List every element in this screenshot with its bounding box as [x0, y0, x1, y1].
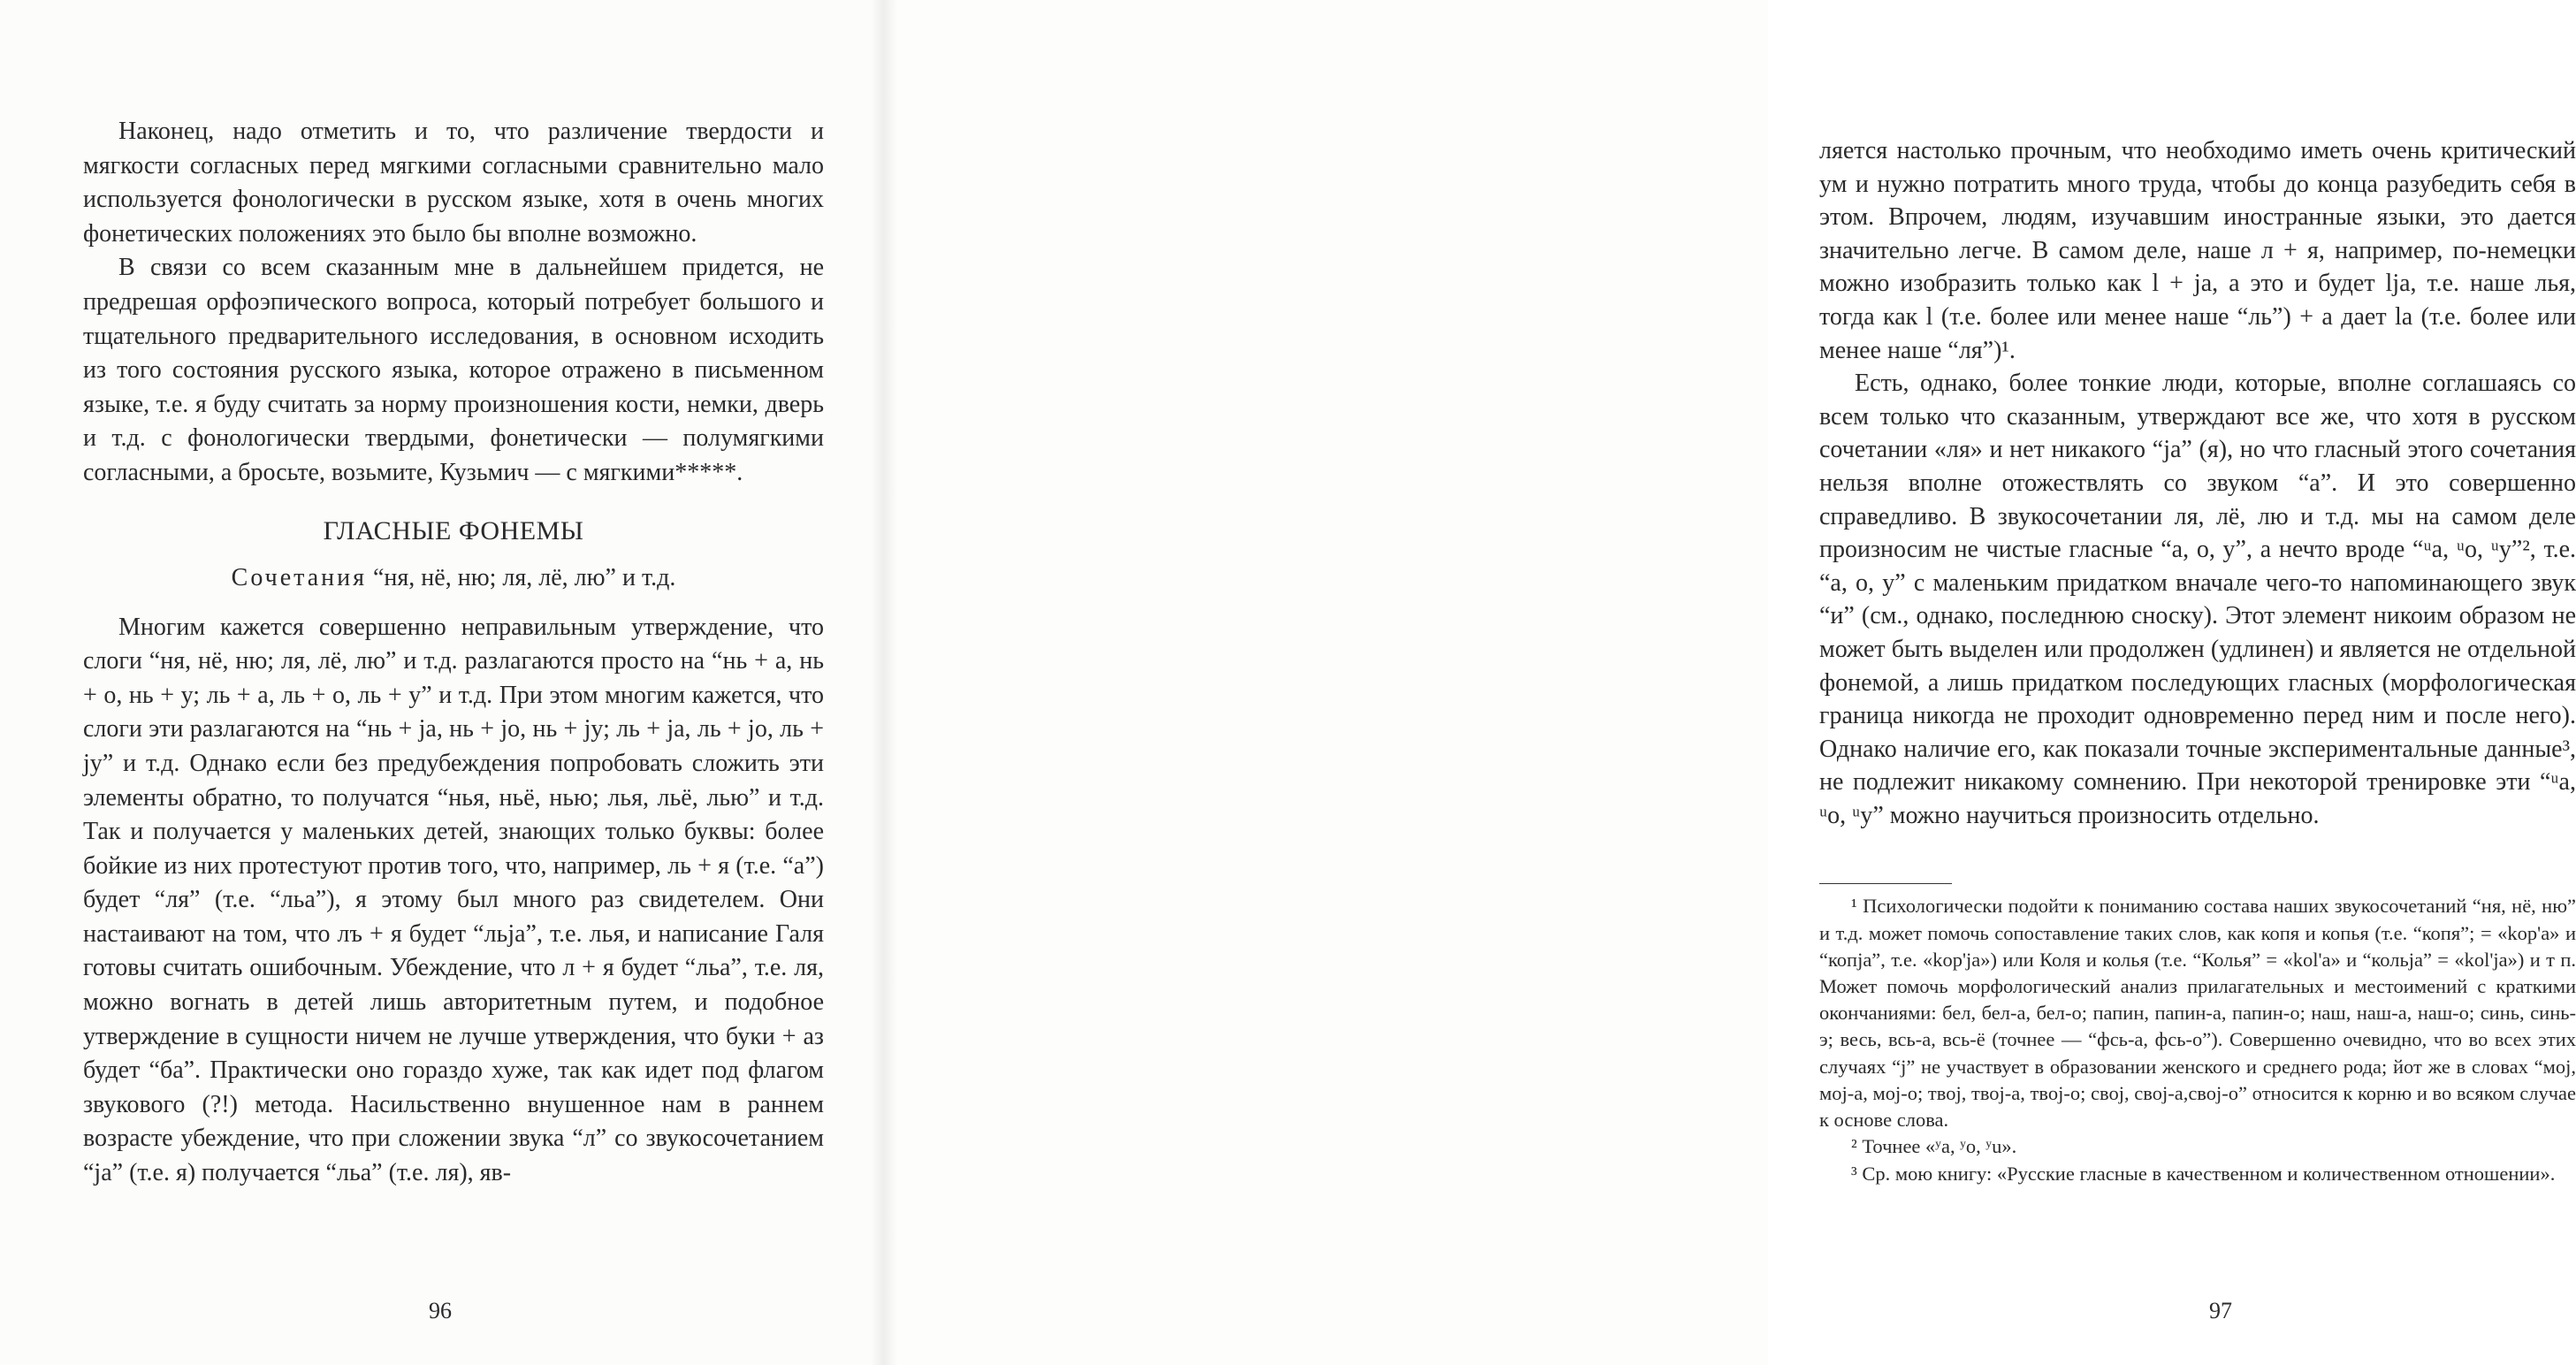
footnote-3: ³ Ср. мою книгу: «Русские гласные в качественном и количественном отношении».: [1851, 1162, 2556, 1185]
footnotes: [1819, 893, 2576, 1186]
book-gutter: [871, 0, 897, 1365]
section-subtitle: [83, 561, 824, 595]
left-page: [0, 0, 884, 1365]
right-paragraph-2: Есть, однако, более тонкие люди, которые, вполне соглашаясь со всем только что сказанным, утверждают все же, что хотя в русском сочетании «ля» и нет никакого “ja” (я), но что гласный этого сочетания нельзя вполне отожествлять со звуком “а”. И это совершенно справедливо. В звукосочетании ля, лё, лю и т.д. мы на самом деле произносим не чистые гласные “а, о, у”, а нечто вроде “ᵘа, ᵘо, ᵘу”², т.е. “а, о, у” с маленьким придатком вначале чего-то напоминающего звук “и” (см., однако, последнюю сноску). Этот элемент никоим образом не может быть выделен или продолжен (удлинен) и является не отдельной фонемой, а лишь придатком последующих гласных (морфологическая граница никогда не проходит одновременно перед ним и после него). Однако наличие его, как показали точные экспериментальные данные³, не подлежит никакому сомнению. При некоторой тренировке эти “ᵘа, ᵘо, ᵘу” можно научиться произносить отдельно.: [1819, 370, 2576, 829]
right-page-text: [1819, 134, 2576, 1187]
section-title: ГЛАСНЫЕ ФОНЕМЫ: [323, 515, 584, 545]
page-number-left: 96: [429, 1298, 452, 1323]
right-page: [884, 0, 2576, 1365]
left-paragraph-2: В связи со всем сказанным мне в дальнейшем придется, не предрешая орфоэпического вопроса, который потребует большого и тщательного предварительного исследования, в основном исходить из того состояния русского языка, которое отражено в письменном языке, т.е. я буду считать за норму произношения кости, немки, дверь и т.д. с фонологически твердыми, фонетически — полумягкими согласными, а бросьте, возьмите, Кузьмич — с мягкими*****.: [83, 254, 824, 486]
footnote-1: ¹ Психологически подойти к пониманию состава наших звукосочетаний “ня, нё, ню” и т.д. может помочь сопоставление таких слов, как копя и копья (т.е. “копя”; = «kop'a» и “копjа”, т.е. «kop'ja») или Коля и колья (т.е. “Колья” = «kol'a» и “кольjа” = «kol'ja») и т п. Может помочь морфологический анализ прилагательных и местоимений с краткими окончаниями: бел, бел-а, бел-о; папин, папин-а, папин-о; наш, наш-а, наш-о; синь, синь-э; весь, всь-а, всь-ё (точнее — “фсь-а, фсь-о”). Совершенно очевидно, что во всех этих случаях “j” не участвует в образовании женского и среднего рода; йот же в словах “моj, моj-а, моj-о; твоj, твоj-а, твоj-о; своj, своj-а,своj-о” относится к корню и во всяком случае к основе слова.: [1819, 895, 2576, 1132]
footnote-divider: [1819, 883, 1952, 884]
section-subtitle-spaced: Сочетания: [231, 563, 367, 591]
right-paragraph-1: ляется настолько прочным, что необходимо иметь очень критический ум и нужно потратить много труда, чтобы до конца разубедить себя в этом. Впрочем, людям, изучавшим иностранные языки, это дается значительно легче. В самом деле, наше л + я, например, по-немецки можно изобразить только как l + ja, а это и будет lja, т.е. наше лья, тогда как l (т.е. более или менее наше “ль”) + а дает la (т.е. более или менее наше “ля”)¹.: [1819, 137, 2576, 364]
section-subtitle-rest: “ня, нё, ню; ля, лё, лю” и т.д.: [373, 563, 676, 591]
left-page-text: [83, 115, 824, 1191]
page-number-right: 97: [2209, 1298, 2232, 1323]
left-paragraph-1: Наконец, надо отметить и то, что различение твердости и мягкости согласных перед мягкими согласными сравнительно мало используется фонологически в русском языке, хотя в очень многих фонетических положениях это было бы вполне возможно.: [83, 118, 824, 248]
left-paragraph-3: Многим кажется совершенно неправильным утверждение, что слоги “ня, нё, ню; ля, лё, лю” и т.д. разлагаются просто на “нь + а, нь + о, нь + у; ль + а, ль + о, ль + у” и т.д. При этом многим кажется, что слоги эти разлагаются на “нь + ja, нь + jo, нь + jу; ль + ja, ль + jo, ль + jу” и т.д. Однако если без предубеждения попробовать сложить эти элементы обратно, то получатся “нья, ньё, нью; лья, льё, лью” и т.д. Так и получается у маленьких детей, знающих только буквы: более бойкие из них протестуют против того, что, например, ль + я (т.е. “а”) будет “ля” (т.е. “льа”), я этому был много раз свидетелем. Они настаивают на том, что лъ + я будет “льjа”, т.е. лья, и написание Галя готовы считать ошибочным. Убеждение, что л + я будет “льа”, т.е. ля, можно вогнать в детей лишь авторитетным путем, и подобное утверждение в сущности ничем не лучше утверждения, что буки + аз будет “ба”. Практически оно гораздо хуже, так как идет под флагом звукового (?!) метода. Насильственно внушенное нам в раннем возрасте убеждение, что при сложении звука “л” со звукосочетанием “ja” (т.е. я) получается “льа” (т.е. ля), яв-: [83, 613, 824, 1187]
footnote-2: ² Точнее «ʸа, ʸо, ʸu».: [1851, 1135, 2017, 1158]
